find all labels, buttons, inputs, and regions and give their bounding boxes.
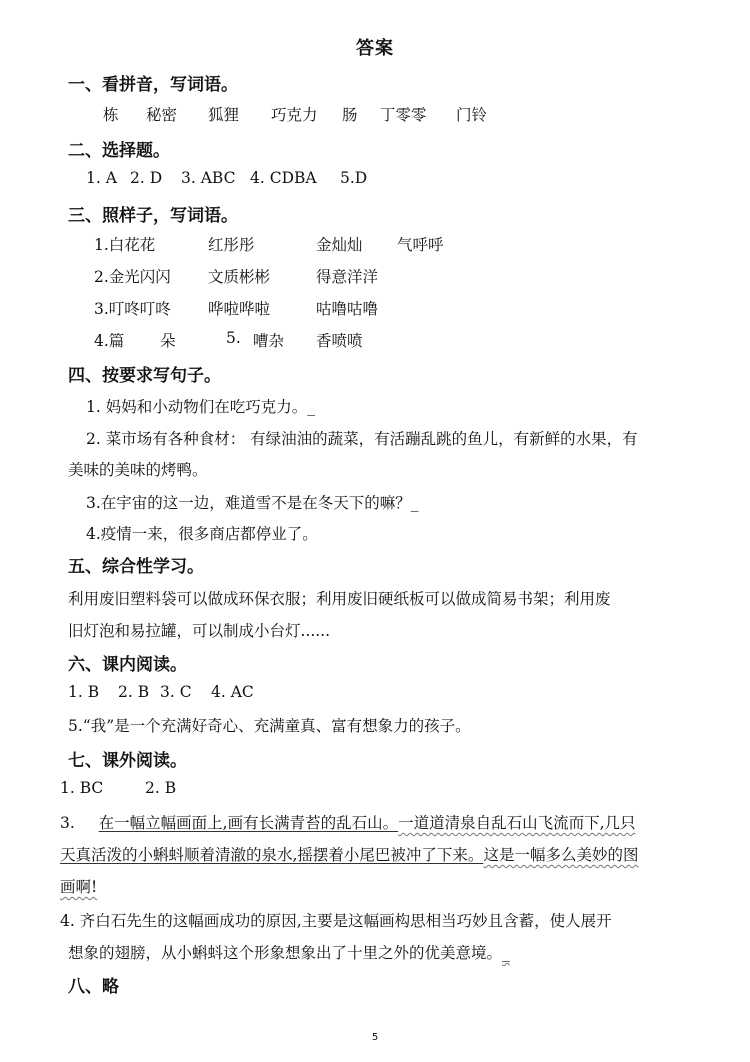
- answer-word: 嘈杂: [253, 332, 285, 350]
- paragraph-line: 旧灯泡和易拉罐，可以制成小台灯......: [68, 622, 331, 640]
- answer-blank: _: [502, 944, 510, 962]
- paragraph-line: 利用废旧塑料袋可以做成环保衣服；利用废旧硬纸板可以做成简易书架；利用废: [68, 590, 611, 608]
- question-3-answer-line: [60, 875, 97, 897]
- question-number: 3.: [60, 814, 75, 832]
- answer-word: 哗啦哗啦: [208, 300, 271, 318]
- answer-word: 4.篇: [94, 332, 125, 350]
- wavy-underlined-sentence: 一道道清泉自乱石山飞流而下,几只: [398, 814, 636, 832]
- section-3-heading: 三、照样子，写词语。: [68, 206, 238, 226]
- answer-word: 丁零零: [380, 106, 427, 124]
- answer-word: 2.金光闪闪: [94, 268, 171, 286]
- underlined-sentence: 天真活泼的小蝌蚪顺着清澈的泉水,摇摆着小尾巴被冲了下来。: [60, 846, 484, 864]
- answer-word: 金灿灿: [316, 236, 363, 254]
- answer-word: 咕噜咕噜: [316, 300, 379, 318]
- section-1-heading: 一、看拼音，写词语。: [68, 75, 238, 95]
- answer-item: 2. B: [118, 683, 150, 701]
- answer-word: 栋: [103, 106, 119, 124]
- wavy-underlined-sentence: 这是一幅多么美妙的图: [483, 846, 639, 864]
- answer-item: 3. C: [160, 683, 192, 701]
- sentence-answer: 4.疫情一来，很多商店都停业了。: [86, 525, 318, 543]
- answer-word: 红彤彤: [208, 236, 255, 254]
- sentence-answer: 1. 妈妈和小动物们在吃巧克力。_: [86, 398, 315, 416]
- page-title: 答案: [356, 38, 394, 59]
- answer-word: 巧克力: [271, 106, 318, 124]
- answer-word: 3.叮咚叮咚: [94, 300, 171, 318]
- answer-item: 2. D: [130, 169, 163, 187]
- wavy-underlined-sentence: 画啊!: [60, 878, 98, 896]
- answer-word: 5.: [226, 329, 241, 347]
- question-4-answer-line: 4. 齐白石先生的这幅画成功的原因,主要是这幅画构思相当巧妙且含蓄，使人展开: [60, 912, 612, 930]
- answer-word: 气呼呼: [397, 236, 444, 254]
- section-5-heading: 五、综合性学习。: [68, 557, 204, 577]
- answer-item: 1. B: [68, 683, 100, 701]
- answer-item: 1. BC: [60, 779, 104, 797]
- answer-item: 5.D: [340, 169, 368, 187]
- answer-word: 香喷喷: [316, 332, 363, 350]
- answer-word: 秘密: [146, 106, 178, 124]
- underlined-sentence: 在一幅立幅画面上,画有长满青苔的乱石山。: [98, 814, 399, 832]
- answer-word: 文质彬彬: [208, 268, 271, 286]
- page-number: 5: [371, 1032, 379, 1043]
- sentence-answer-continued: 美味的美味的烤鸭。: [68, 461, 208, 479]
- section-6-heading: 六、课内阅读。: [68, 655, 187, 675]
- section-2-heading: 二、选择题。: [68, 141, 170, 161]
- answer-word: 肠: [342, 106, 358, 124]
- answer-word: 狐狸: [208, 106, 240, 124]
- answer-word: 得意洋洋: [316, 268, 379, 286]
- sentence-answer: 2. 菜市场有各种食材： 有绿油油的蔬菜，有活蹦乱跳的鱼儿，有新鲜的水果，有: [86, 430, 638, 448]
- answer-word: 1.白花花: [94, 236, 156, 254]
- question-4-answer-line: [68, 941, 510, 963]
- sentence-answer: 3.在宇宙的这一边，难道雪不是在冬天下的嘛？_: [86, 494, 419, 512]
- answer-item: 4. AC: [211, 683, 254, 701]
- question-3-answer-line: [60, 811, 636, 833]
- question-3-answer-line: [60, 843, 638, 865]
- answer-word: 门铃: [456, 106, 488, 124]
- section-8-heading: 八、略: [68, 977, 119, 997]
- answer-item: 1. A: [86, 169, 117, 187]
- answer-item: 3. ABC: [181, 169, 236, 187]
- section-7-heading: 七、课外阅读。: [68, 751, 187, 771]
- answer-item: 2. B: [145, 779, 177, 797]
- answer-item: 4. CDBA: [250, 169, 317, 187]
- sentence-answer: 5.“我”是一个充满好奇心、充满童真、富有想象力的孩子。: [68, 717, 471, 735]
- question-4-answer-text: 想象的翅膀，从小蝌蚪这个形象想象出了十里之外的优美意境。: [68, 944, 503, 962]
- section-4-heading: 四、按要求写句子。: [68, 366, 221, 386]
- answer-word: 朵: [160, 332, 176, 350]
